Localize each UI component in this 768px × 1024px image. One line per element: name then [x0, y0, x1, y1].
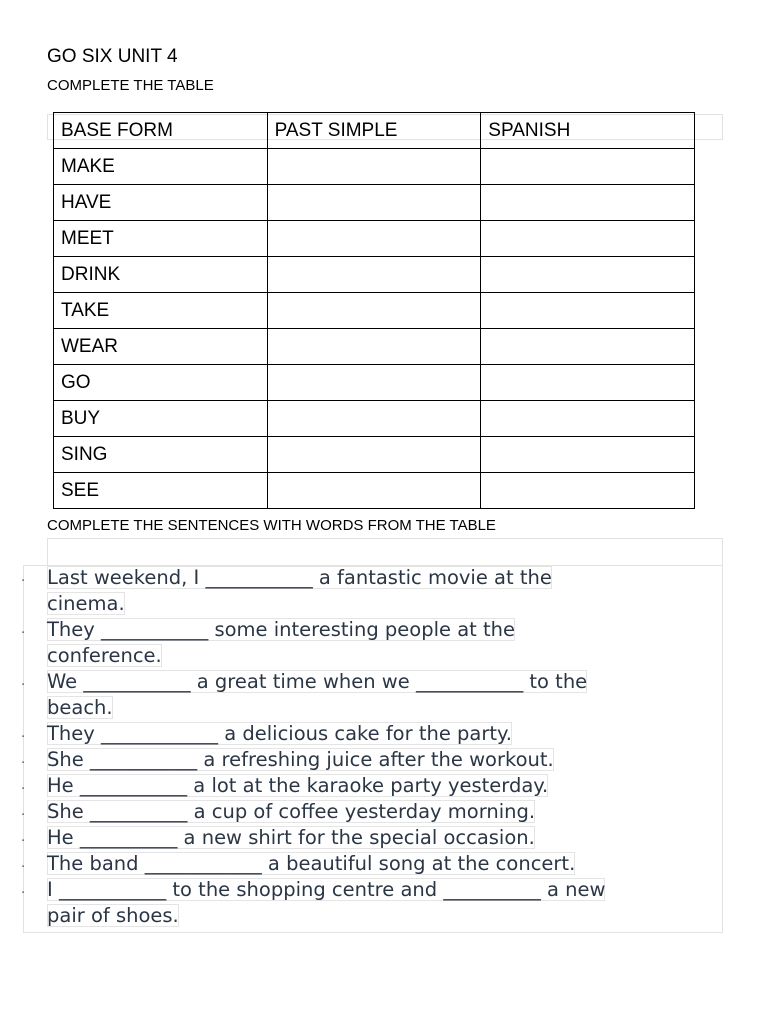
sentence-item [21, 721, 727, 747]
sentence-line[interactable]: I ___________ to the shopping centre and __________ a new [47, 878, 606, 901]
header-spanish: SPANISH [481, 113, 695, 149]
sentence-line[interactable]: He ___________ a lot at the karaoke party yesterday. [47, 774, 549, 797]
sentence-item [21, 799, 727, 825]
sentence-bullet: . [21, 804, 26, 819]
table-row [54, 221, 695, 257]
base-form-cell: GO [54, 365, 268, 401]
past-simple-cell[interactable] [267, 401, 481, 437]
table-row [54, 185, 695, 221]
table-row [54, 365, 695, 401]
sentence-item [21, 617, 727, 669]
base-form-cell: MAKE [54, 149, 268, 185]
base-form-cell: WEAR [54, 329, 268, 365]
sentence-item [21, 825, 727, 851]
past-simple-cell[interactable] [267, 293, 481, 329]
sentence-line[interactable]: beach. [47, 696, 113, 719]
sentence-bullet: . [21, 856, 26, 871]
spanish-cell[interactable] [481, 293, 695, 329]
sentence-item [21, 773, 727, 799]
past-simple-cell[interactable] [267, 185, 481, 221]
table-row [54, 149, 695, 185]
spanish-cell[interactable] [481, 149, 695, 185]
table-instruction: COMPLETE THE TABLE [47, 77, 214, 94]
sentence-line[interactable]: She __________ a cup of coffee yesterday morning. [47, 800, 536, 823]
past-simple-cell[interactable] [267, 149, 481, 185]
base-form-cell: TAKE [54, 293, 268, 329]
spanish-cell[interactable] [481, 365, 695, 401]
sentence-line[interactable]: They ___________ some interesting people at the [47, 618, 515, 641]
past-simple-cell[interactable] [267, 257, 481, 293]
past-simple-cell[interactable] [267, 365, 481, 401]
sentence-bullet: . [21, 570, 26, 585]
header-base-form: BASE FORM [54, 113, 268, 149]
base-form-cell: SEE [54, 473, 268, 509]
sentence-line[interactable]: We ___________ a great time when we ___________ to the [47, 670, 588, 693]
table-row [54, 329, 695, 365]
sentence-line[interactable]: They ____________ a delicious cake for the party. [47, 722, 512, 745]
sentence-line[interactable]: pair of shoes. [47, 904, 179, 927]
base-form-cell: MEET [54, 221, 268, 257]
base-form-cell: SING [54, 437, 268, 473]
sentence-bullet: . [21, 830, 26, 845]
worksheet-title: GO SIX UNIT 4 [47, 46, 178, 67]
base-form-cell: HAVE [54, 185, 268, 221]
sentence-item [21, 565, 727, 617]
table-row [54, 293, 695, 329]
verb-table-header-row [54, 113, 695, 149]
verb-table [53, 112, 695, 509]
spanish-cell[interactable] [481, 437, 695, 473]
sentence-line[interactable]: The band ____________ a beautiful song at the concert. [47, 852, 576, 875]
header-past-simple: PAST SIMPLE [267, 113, 481, 149]
table-row [54, 437, 695, 473]
sentence-bullet: . [21, 726, 26, 741]
spanish-cell[interactable] [481, 401, 695, 437]
sentence-item [21, 747, 727, 773]
spanish-cell[interactable] [481, 185, 695, 221]
spanish-cell[interactable] [481, 329, 695, 365]
sentence-item [21, 877, 727, 929]
empty-text-frame [47, 538, 723, 566]
sentence-line[interactable]: He __________ a new shirt for the special occasion. [47, 826, 535, 849]
sentences-instruction: COMPLETE THE SENTENCES WITH WORDS FROM THE TABLE [47, 517, 496, 534]
sentence-line[interactable]: She ___________ a refreshing juice after the workout. [47, 748, 554, 771]
spanish-cell[interactable] [481, 257, 695, 293]
sentence-bullet: . [21, 752, 26, 767]
base-form-cell: BUY [54, 401, 268, 437]
sentence-item [21, 669, 727, 721]
sentence-item [21, 851, 727, 877]
table-row [54, 401, 695, 437]
sentence-line[interactable]: Last weekend, I ___________ a fantastic movie at the [47, 566, 552, 589]
sentence-bullet: . [21, 882, 26, 897]
sentence-bullet: . [21, 622, 26, 637]
sentence-line[interactable]: cinema. [47, 592, 125, 615]
past-simple-cell[interactable] [267, 473, 481, 509]
sentence-bullet: . [21, 674, 26, 689]
base-form-cell: DRINK [54, 257, 268, 293]
sentence-list [21, 565, 727, 929]
spanish-cell[interactable] [481, 221, 695, 257]
past-simple-cell[interactable] [267, 329, 481, 365]
past-simple-cell[interactable] [267, 221, 481, 257]
past-simple-cell[interactable] [267, 437, 481, 473]
sentence-line[interactable]: conference. [47, 644, 162, 667]
table-row [54, 257, 695, 293]
sentence-bullet: . [21, 778, 26, 793]
table-row [54, 473, 695, 509]
spanish-cell[interactable] [481, 473, 695, 509]
